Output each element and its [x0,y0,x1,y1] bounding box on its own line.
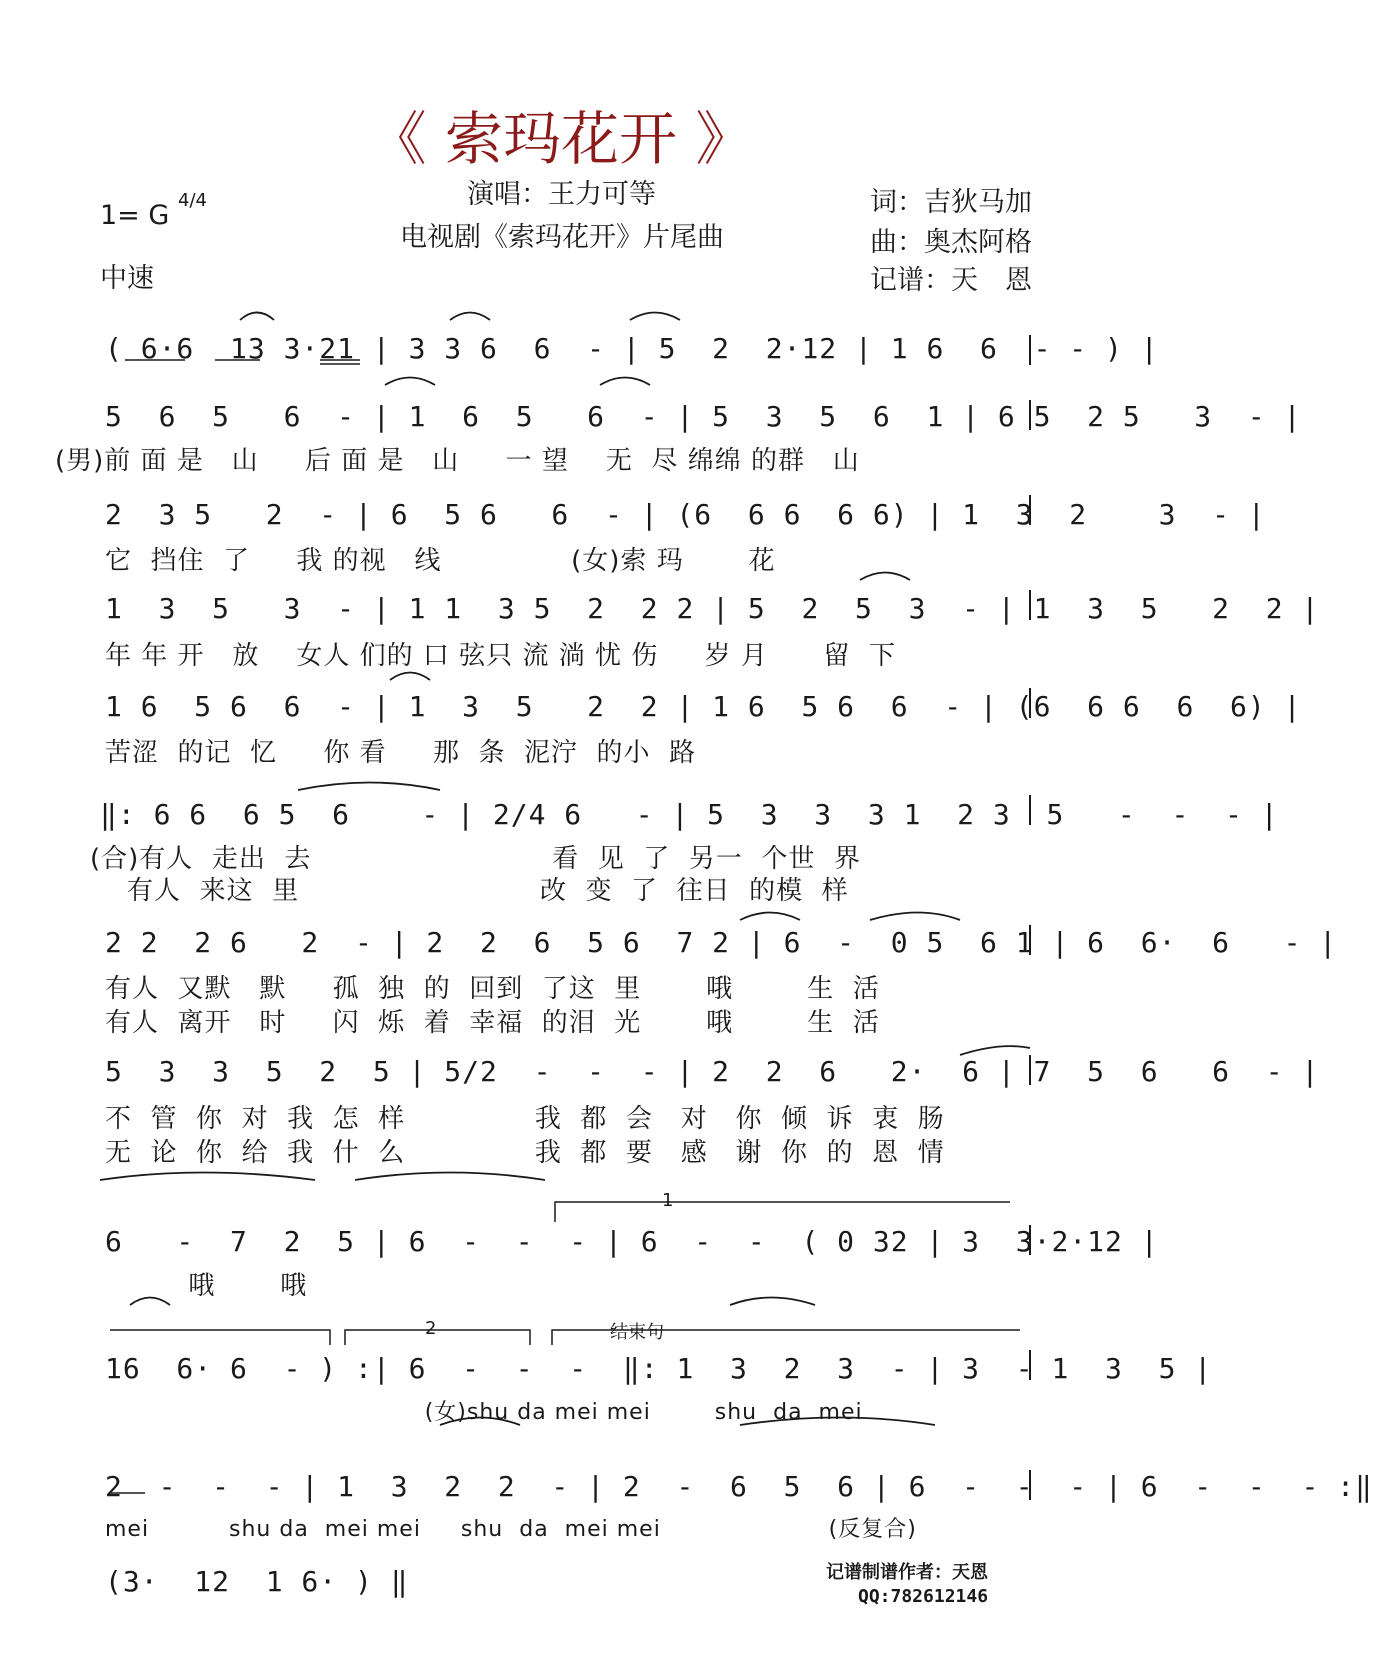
ending-label: 结束句 [610,1322,664,1343]
lyric-line: 它 挡住 了 我 的视 线 (女)索 玛 花 [105,546,776,576]
notation-line: 16 6· 6 - ) :| 6 - - - ‖: 1 3 2 3 - | 3 - 1 3 5 | [105,1352,1213,1385]
lyric-line: 哦 哦 [105,1271,308,1301]
notation-line: ‖: 6 6 6 5 6 - | 2/4 6 - | 5 3 3 3 1 2 3 5 - - - | [100,798,1279,831]
notation-line: 5 3 3 5 2 5 | 5/2 - - - | 2 2 6 2· 6 | 7 5 6 6 - | [105,1055,1320,1088]
lyric-line: mei shu da mei mei shu da mei mei (反复合) [105,1517,917,1542]
time-signature [178,190,207,211]
transcriber-credit: 记谱：天 恩 [870,265,1032,296]
notation-line: 2 3 5 2 - | 6 5 6 6 - | (6 6 6 6 6) | 1 3 2 3 - | [105,498,1266,531]
notation-line: 1 3 5 3 - | 1 1 3 5 2 2 2 | 5 2 5 3 - | 1 3 5 2 2 | [105,592,1320,625]
volta-second-label: 2 [425,1318,437,1339]
lyric-line: 年 年 开 放 女人 们的 口 弦只 流 淌 忧 伤 岁 月 留 下 [105,641,896,671]
lyric-line: 有人 来这 里 改 变 了 往日 的模 样 [90,876,849,906]
notation-line: 5 6 5 6 - | 1 6 5 6 - | 5 3 5 6 1 | 6 5 2 5 3 - | [105,400,1302,433]
author-credit: 记谱制谱作者：天恩 [826,1562,988,1583]
lyric-line: 无 论 你 给 我 什 么 我 都 要 感 谢 你 的 恩 情 [105,1138,945,1168]
singer-credit: 演唱：王力可等 [467,179,656,210]
lyric-line: 不 管 你 对 我 怎 样 我 都 会 对 你 倾 诉 衷 肠 [105,1104,945,1134]
song-title: 《 索玛花开 》 [368,105,754,173]
notation-line: 1 6 5 6 6 - | 1 3 5 2 2 | 1 6 5 6 6 - | (6 6 6 6 6) | [105,690,1302,723]
notation-line: 2 2 2 6 2 - | 2 2 6 5 6 7 2 | 6 - 0 5 6 1 | 6 6· 6 - | [105,926,1338,959]
key-signature: 1= G [100,200,170,231]
composer-credit: 曲：奥杰阿格 [870,227,1032,258]
source-credit: 电视剧《索玛花开》片尾曲 [400,222,724,253]
lyric-line: 有人 离开 时 闪 烁 着 幸福 的泪 光 哦 生 活 [105,1008,880,1038]
notation-line: (3· 12 1 6· ) ‖ [105,1565,409,1598]
lyric-line: (男)前 面 是 山 后 面 是 山 一 望 无 尽 绵绵 的群 山 [55,446,860,476]
lyric-line: 苦涩 的记 忆 你 看 那 条 泥泞 的小 路 [105,738,697,768]
notation-line: 2 - - - | 1 3 2 2 - | 2 - 6 5 6 | 6 - - - | 6 - - - :‖ [105,1470,1373,1503]
volta-first-label: 1 [662,1190,674,1211]
lyric-line: (女)shu da mei mei shu da mei [105,1400,863,1425]
time-signature-value: 4/4 [178,190,207,211]
notation-line: 6 - 7 2 5 | 6 - - - | 6 - - ( 0 32 | 3 3·2·12 | [105,1225,1159,1258]
lyric-line: (合)有人 走出 去 看 见 了 另一 个世 界 [90,844,861,874]
lyric-line: 有人 又默 默 孤 独 的 回到 了这 里 哦 生 活 [105,974,880,1004]
lyricist-credit: 词：吉狄马加 [870,187,1032,218]
tempo-marking: 中速 [100,263,154,294]
notation-line: ( 6·6 13 3·21 | 3 3 6 6 - | 5 2 2·12 | 1 6 6 - - ) | [105,332,1159,365]
qq-contact: QQ:782612146 [858,1586,989,1607]
